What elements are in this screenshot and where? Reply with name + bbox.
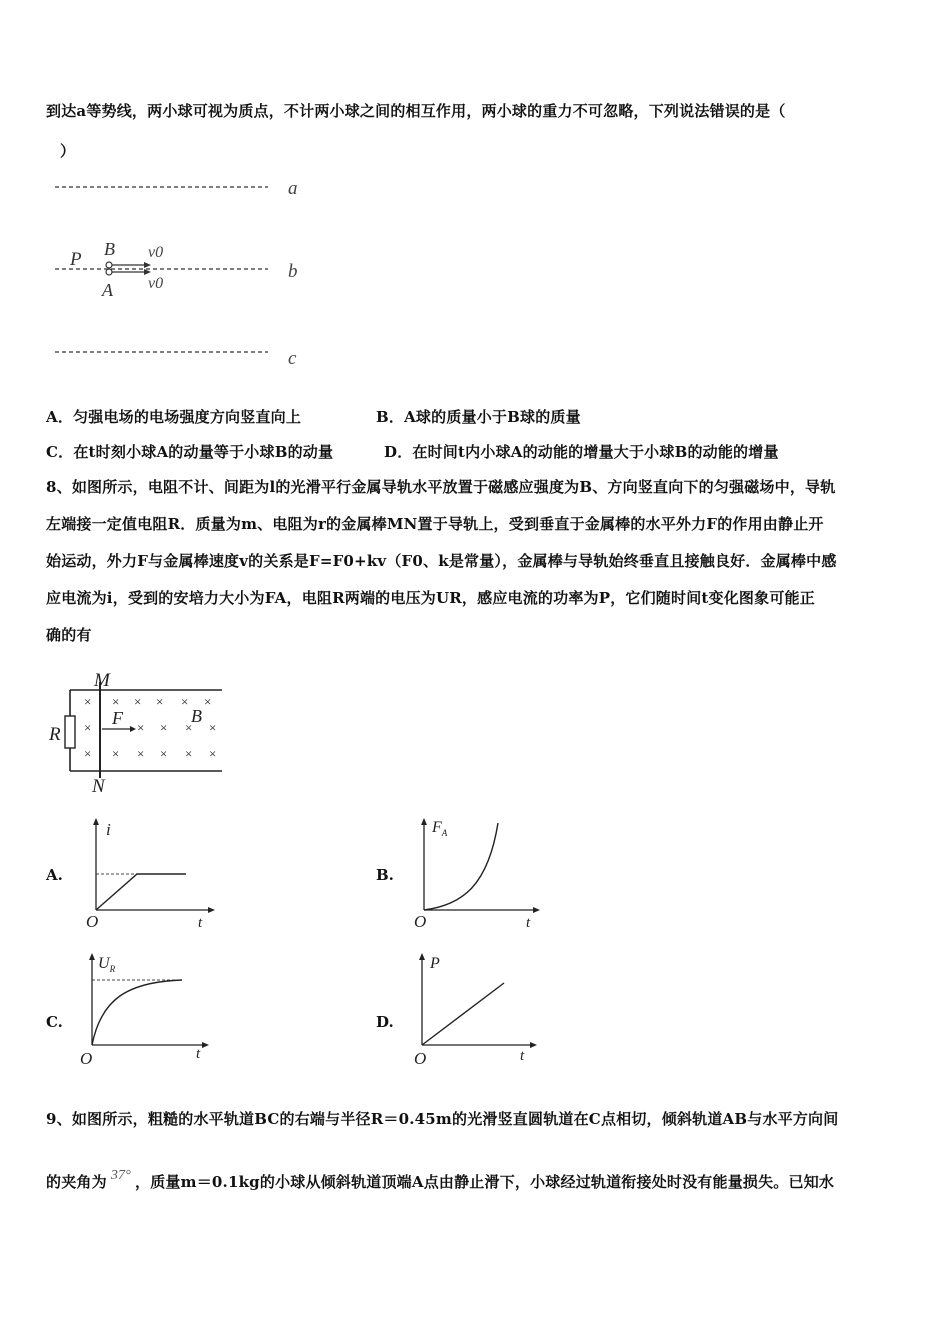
q8-graph-B [408,815,548,930]
svg-text:O: O [86,912,99,930]
q8-graph-D [406,950,546,1068]
label-b: b [288,261,298,282]
resistor-R [65,716,75,748]
arrow-head-icon [144,262,151,268]
label-R: R [49,724,61,745]
label-P: P [70,249,82,270]
ylabel-UR: $U_R$ [98,955,116,974]
q8-stem-line-4: 应电流为i，受到的安培力大小为FA，电阻R两端的电压为UR，感应电流的功率为P，它们随时间t变化图象可能正 [46,589,815,607]
q8-option-B-label: B. [376,866,394,884]
field-cross: × [185,720,193,735]
svg-text:O: O [414,1049,427,1068]
label-c: c [288,348,297,369]
ball-A [106,269,112,275]
field-cross: × [84,746,92,761]
label-N: N [92,776,105,797]
arrow-head-icon [130,726,136,732]
label-M: M [94,670,110,691]
q8-option-C-label: C. [46,1013,63,1031]
field-cross: × [84,694,92,709]
label-F: F [112,708,123,728]
field-cross: × [209,720,217,735]
q8-option-D-label: D. [376,1013,394,1031]
field-cross: × [204,694,212,709]
curve [92,980,182,1045]
q8-stem-line-3: 始运动，外力F与金属棒速度v的关系是F=F0+kv（F0、k是常量），金属棒与导轨始终垂直且接触良好．金属棒中感 [46,552,837,570]
label-ball-A: A [102,280,113,300]
label-v0-A: v0 [148,275,164,292]
q7-option-B: B．A球的质量小于B球的质量 [376,408,581,426]
curve [96,874,186,910]
q8-circuit-figure [44,668,234,798]
field-cross: × [112,694,120,709]
q9-stem-line-2: 的夹角为 37° ，质量m＝0.1kg的小球从倾斜轨道顶端A点由静止滑下，小球经过轨道衔接处时没有能量损失。已知水 [46,1168,835,1191]
q8-graph-C [76,950,216,1068]
ball-B [106,262,112,268]
q8-stem-line-2: 左端接一定值电阻R．质量为m、电阻为r的金属棒MN置于导轨上，受到垂直于金属棒的水平外力F的作用由静止开 [46,515,824,533]
svg-text:t: t [198,915,203,930]
label-v0-B: v0 [148,244,164,261]
field-cross: × [209,746,217,761]
field-cross: × [137,746,145,761]
field-cross: × [160,746,168,761]
field-cross: × [185,746,193,761]
q7-stem-line-2: ） [60,142,76,160]
field-cross: × [181,694,189,709]
q7-stem-line-1 [46,100,786,121]
svg-text:O: O [80,1049,93,1068]
q9-stem-line-1: 9、如图所示，粗糙的水平轨道BC的右端与半径R＝0.45m的光滑竖直圆轨道在C点相切，倾斜轨道AB与水平方向间 [46,1110,839,1128]
field-cross: × [156,694,164,709]
q7-figure-equipotential-lines [40,165,330,380]
svg-text:P: P [430,955,440,972]
curve [424,823,498,910]
q8-graph-A [80,815,220,930]
svg-text:O: O [414,912,427,930]
q7-stem-text: 到达a等势线，两小球可视为质点，不计两小球之间的相互作用，两小球的重力不可忽略，下列说法错误的是（ [46,102,786,120]
q7-option-C: C．在t时刻小球A的动量等于小球B的动量 [46,443,334,461]
field-cross: × [112,746,120,761]
q8-option-A-label: A. [46,866,63,884]
q8-stem-line-1: 8、如图所示，电阻不计、间距为l的光滑平行金属导轨水平放置于磁感应强度为B、方向竖直向下的匀强磁场中，导轨 [46,478,836,496]
q7-option-D: D．在时间t内小球A的动能的增量大于小球B的动能的增量 [384,443,779,461]
field-cross: × [84,720,92,735]
label-a: a [288,178,298,199]
svg-text:t: t [520,1048,525,1064]
field-cross: × [137,720,145,735]
curve [422,983,504,1045]
angle-value: 37° [110,1168,132,1183]
svg-text:t: t [526,915,531,930]
label-ball-B: B [104,239,115,259]
q8-stem-line-5: 确的有 [46,626,92,644]
label-B: B [191,706,202,726]
svg-text:i: i [106,820,111,839]
q7-option-A: A．匀强电场的电场强度方向竖直向上 [46,408,302,426]
field-cross: × [134,694,142,709]
svg-text:t: t [196,1046,201,1062]
ylabel-FA: $F_A$ [432,819,448,838]
field-cross: × [160,720,168,735]
